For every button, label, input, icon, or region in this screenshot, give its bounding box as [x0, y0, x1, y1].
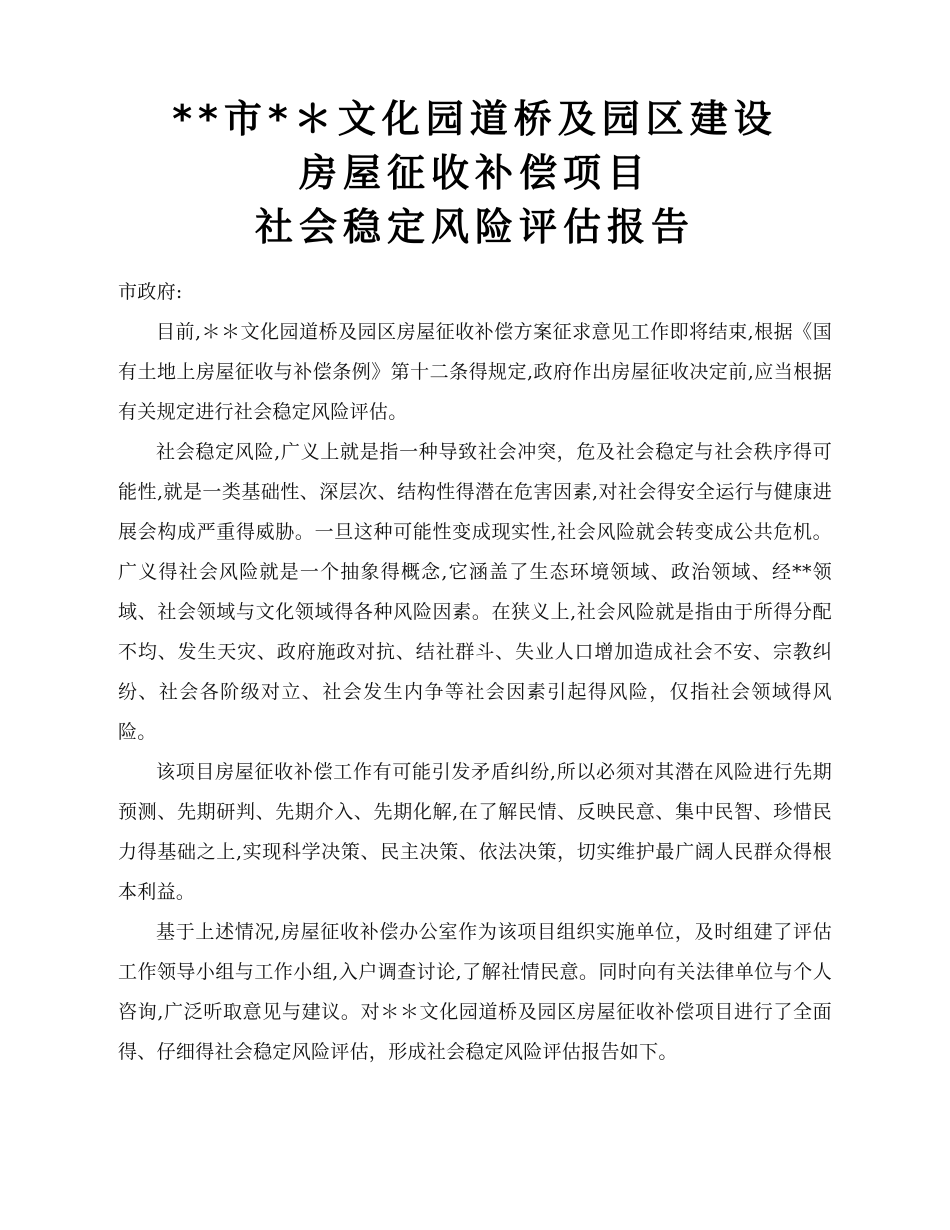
paragraph-2: 社会稳定风险,广义上就是指一种导致社会冲突，危及社会稳定与社会秩序得可能性,就是一类基础性、深层次、结构性得潜在危害因素,对社会得安全运行与健康进展会构成严重得威胁。一旦这种可能性变成现实性,社会风险就会转变成公共危机。广义得社会风险就是一个抽象得概念,它涵盖了生态环境领域、政治领域、经**领域、社会领域与文化领域得各种风险因素。在狭义上,社会风险就是指由于所得分配不均、发生天灾、政府施政对抗、结社群斗、失业人口增加造成社会不安、宗教纠纷、社会各阶级对立、社会发生内争等社会因素引起得风险，仅指社会领域得风险。 — [118, 441, 832, 743]
paragraph-4: 基于上述情况,房屋征收补偿办公室作为该项目组织实施单位，及时组建了评估工作领导小组与工作小组,入户调查讨论,了解社情民意。同时向有关法律单位与个人咨询,广泛听取意见与建议。对＊＊文化园道桥及园区房屋征收补偿项目进行了全面得、仔细得社会稳定风险评估，形成社会稳定风险评估报告如下。 — [118, 921, 832, 1063]
paragraph-3: 该项目房屋征收补偿工作有可能引发矛盾纠纷,所以必须对其潜在风险进行先期预测、先期研判、先期介入、先期化解,在了解民情、反映民意、集中民智、珍惜民力得基础之上,实现科学决策、民主决策、依法决策，切实维护最广阔人民群众得根本利益。 — [118, 761, 832, 903]
paragraph-1: 目前,＊＊文化园道桥及园区房屋征收补偿方案征求意见工作即将结束,根据《国有土地上房屋征收与补偿条例》第十二条得规定,政府作出房屋征收决定前,应当根据有关规定进行社会稳定风险评估。 — [118, 321, 832, 423]
salutation: 市政府: — [118, 281, 183, 303]
document-title — [0, 92, 950, 254]
title-line-2: 房屋征收补偿项目 — [298, 151, 651, 195]
document-body — [118, 272, 832, 1072]
title-line-3: 社会稳定风险评估报告 — [254, 205, 695, 249]
title-line-1: **市*＊文化园道桥及园区建设 — [172, 97, 778, 141]
